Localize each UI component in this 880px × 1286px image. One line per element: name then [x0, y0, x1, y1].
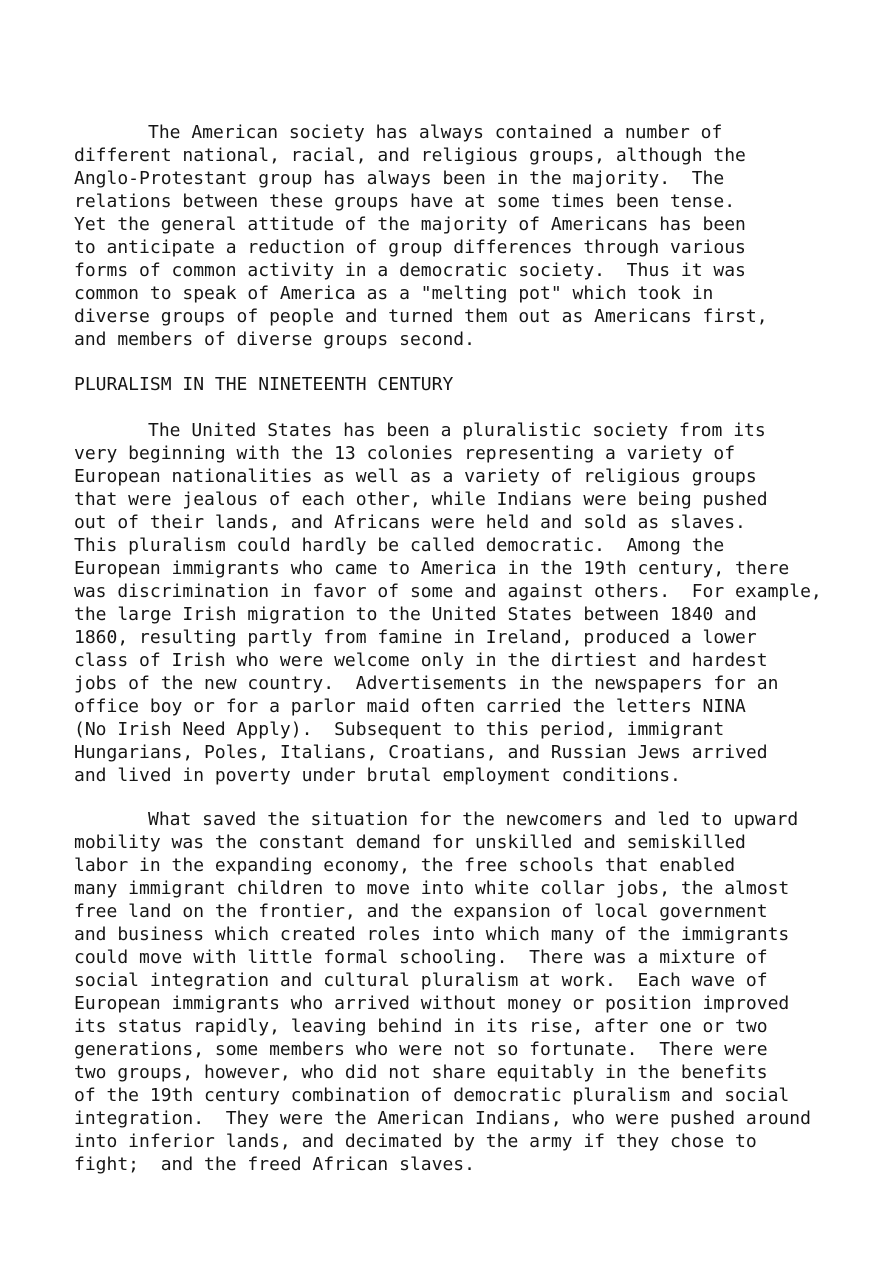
paragraph-3-line: and business which created roles into which many of the immigrants [74, 924, 790, 945]
paragraph-2-line: The United States has been a pluralistic society from its [148, 420, 766, 441]
paragraph-3-line: European immigrants who arrived without money or position improved [74, 993, 790, 1014]
paragraph-1-line: diverse groups of people and turned them out as Americans first, [74, 306, 768, 327]
paragraph-1-line: different national, racial, and religious groups, although the [74, 145, 746, 166]
paragraph-2-line: European nationalities as well as a variety of religious groups [74, 466, 757, 487]
paragraph-3-line: two groups, however, who did not share equitably in the benefits [74, 1062, 768, 1083]
paragraph-2-line: very beginning with the 13 colonies representing a variety of [74, 443, 736, 464]
paragraph-2-line: out of their lands, and Africans were held and sold as slaves. [74, 512, 746, 533]
paragraph-1-line: relations between these groups have at some times been tense. [74, 191, 736, 212]
paragraph-1-line: and members of diverse groups second. [74, 329, 475, 350]
paragraph-3-line: generations, some members who were not so fortunate. There were [74, 1039, 768, 1060]
paragraph-1-line: Yet the general attitude of the majority of Americans has been [74, 214, 746, 235]
paragraph-2-line: was discrimination in favor of some and against others. For example, [74, 581, 822, 602]
paragraph-2-line: the large Irish migration to the United States between 1840 and [74, 604, 757, 625]
paragraph-1-line: Anglo-Protestant group has always been in the majority. The [74, 168, 725, 189]
paragraph-2-line: jobs of the new country. Advertisements in the newspapers for an [74, 673, 779, 694]
paragraph-1-line: The American society has always contained a number of [148, 122, 723, 143]
paragraph-3-line: free land on the frontier, and the expansion of local government [74, 901, 768, 922]
paragraph-3-line: into inferior lands, and decimated by the army if they chose to [74, 1131, 757, 1152]
paragraph-2-line: This pluralism could hardly be called democratic. Among the [74, 535, 725, 556]
paragraph-3-line: could move with little formal schooling. There was a mixture of [74, 947, 768, 968]
paragraph-3-line: many immigrant children to move into white collar jobs, the almost [74, 878, 790, 899]
paragraph-2-line: European immigrants who came to America in the 19th century, there [74, 558, 790, 579]
paragraph-2-line: Hungarians, Poles, Italians, Croatians, and Russian Jews arrived [74, 742, 768, 763]
paragraph-2-line: class of Irish who were welcome only in the dirtiest and hardest [74, 650, 768, 671]
section-heading: PLURALISM IN THE NINETEENTH CENTURY [74, 374, 454, 395]
paragraph-3-line: labor in the expanding economy, the free schools that enabled [74, 855, 736, 876]
paragraph-3-line: mobility was the constant demand for unskilled and semiskilled [74, 832, 746, 853]
paragraph-2-line: 1860, resulting partly from famine in Ireland, produced a lower [74, 627, 757, 648]
paragraph-3-line: its status rapidly, leaving behind in its rise, after one or two [74, 1016, 768, 1037]
paragraph-3-line: social integration and cultural pluralism at work. Each wave of [74, 970, 768, 991]
paragraph-1-line: forms of common activity in a democratic society. Thus it was [74, 260, 746, 281]
paragraph-1-line: to anticipate a reduction of group differences through various [74, 237, 746, 258]
paragraph-3-line: integration. They were the American Indians, who were pushed around [74, 1108, 811, 1129]
paragraph-3-line: of the 19th century combination of democratic pluralism and social [74, 1085, 790, 1106]
paragraph-3-line: What saved the situation for the newcomers and led to upward [148, 809, 799, 830]
paragraph-2-line: and lived in poverty under brutal employment conditions. [74, 765, 681, 786]
paragraph-2-line: that were jealous of each other, while Indians were being pushed [74, 489, 768, 510]
paragraph-2-line: office boy or for a parlor maid often carried the letters NINA [74, 696, 746, 717]
paragraph-1-line: common to speak of America as a "melting pot" which took in [74, 283, 714, 304]
paragraph-3-line: fight; and the freed African slaves. [74, 1154, 475, 1175]
paragraph-2-line: (No Irish Need Apply). Subsequent to this period, immigrant [74, 719, 725, 740]
